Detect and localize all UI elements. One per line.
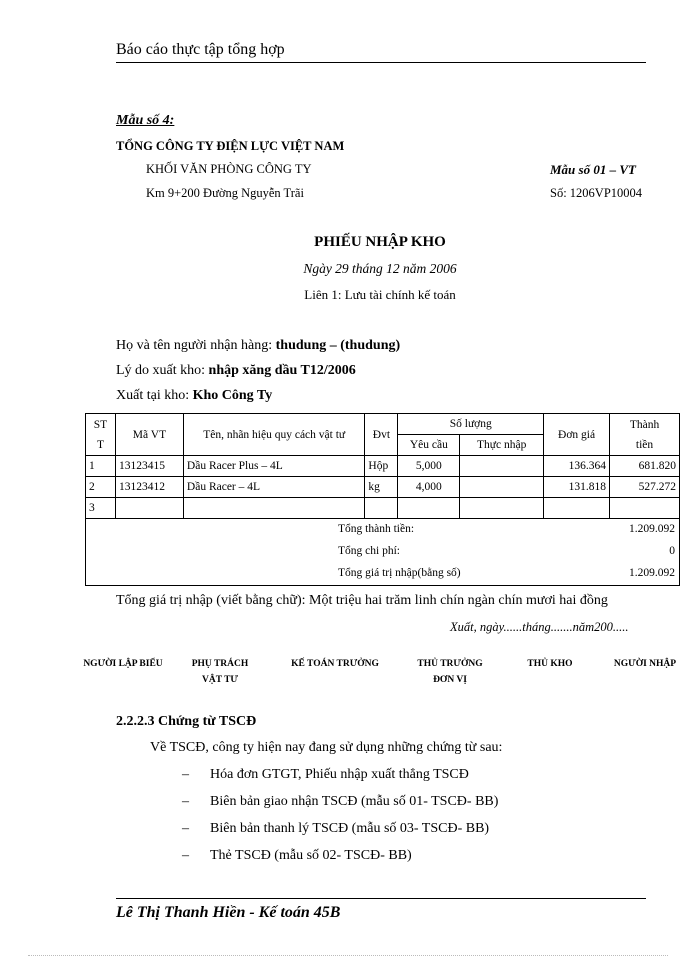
list-item: – Biên bản giao nhận TSCĐ (mẫu số 01- TSCĐ- BB) (182, 794, 499, 809)
cell-qty-req: 4,000 (398, 477, 460, 498)
cell-qty-act (460, 498, 544, 519)
cost-label: Tổng chi phí: (338, 545, 400, 557)
cell-name: Dầu Racer – 4L (183, 477, 365, 498)
cell-amount (610, 498, 680, 519)
header-rule (116, 62, 646, 63)
cell-qty-req: 5,000 (398, 456, 460, 477)
warehouse-value: Kho Công Ty (192, 388, 273, 403)
slip-title: PHIẾU NHẬP KHO (314, 234, 446, 250)
office-name: KHỐI VĂN PHÒNG CÔNG TY (146, 162, 312, 176)
cost-value: 0 (669, 545, 675, 557)
signature-preparer: NGƯỜI LẬP BIỂU (83, 659, 163, 669)
receiver-label: Họ và tên người nhận hàng: (116, 338, 273, 353)
cell-price (544, 498, 610, 519)
table-row (86, 477, 680, 498)
cell-name (183, 498, 365, 519)
office-address: Km 9+200 Đường Nguyễn Trãi (146, 186, 304, 200)
th-unit: Đvt (365, 414, 398, 456)
form-number: Số: 1206VP10004 (550, 186, 643, 200)
cell-stt: 2 (86, 477, 116, 498)
form-code: Mẫu số 01 – VT (550, 162, 636, 177)
reason-label: Lý do xuất kho: (116, 363, 206, 378)
signature-storekeeper: THỦ KHO (527, 659, 573, 669)
totals-block (86, 519, 680, 586)
th-price: Đơn giá (544, 414, 610, 456)
amount-in-words: Tổng giá trị nhập (viết bằng chữ): Một triệu hai trăm linh chín ngàn chín mươi hai đồng (116, 593, 608, 608)
page-footer: Lê Thị Thanh Hiền - Kế toán 45B (116, 904, 341, 921)
reason-line (116, 363, 356, 379)
table-header-row (86, 414, 680, 435)
th-amount: Thành tiền (610, 414, 680, 456)
cell-unit (365, 498, 398, 519)
warehouse-line (116, 388, 272, 404)
th-code: Mã VT (115, 414, 183, 456)
place-date: Xuất, ngày......tháng.......năm200..... (450, 620, 629, 634)
list-item: – Hóa đơn GTGT, Phiếu nhập xuất thẳng TSCĐ (182, 767, 469, 782)
cell-stt: 3 (86, 498, 116, 519)
warehouse-label: Xuất tại kho: (116, 388, 190, 403)
page-header: Báo cáo thực tập tổng hợp (116, 41, 285, 58)
footer-rule (116, 898, 646, 899)
th-name: Tên, nhãn hiệu quy cách vật tư (183, 414, 365, 456)
page-bottom-dotted-line (28, 955, 668, 956)
cell-qty-act (460, 477, 544, 498)
cell-qty-req (398, 498, 460, 519)
receiver-value: thudung – (thudung) (275, 338, 401, 353)
cell-unit: Hộp (365, 456, 398, 477)
cell-unit: kg (365, 477, 398, 498)
signature-unit-head: THỦ TRƯỞNG ĐƠN VỊ (417, 659, 483, 685)
cell-stt: 1 (86, 456, 116, 477)
company-name: TỔNG CÔNG TY ĐIỆN LỰC VIỆT NAM (116, 139, 345, 153)
signature-supply-manager: PHỤ TRÁCH VẬT TƯ (191, 659, 249, 685)
signature-receiver: NGƯỜI NHẬP (613, 659, 677, 669)
section-heading: 2.2.2.3 Chứng từ TSCĐ (116, 714, 257, 729)
section-intro: Về TSCĐ, công ty hiện nay đang sử dụng những chứng từ sau: (150, 740, 503, 755)
cell-amount: 681.820 (610, 456, 680, 477)
cell-code: 13123412 (115, 477, 183, 498)
reason-value: nhập xăng dầu T12/2006 (208, 363, 356, 378)
slip-date: Ngày 29 tháng 12 năm 2006 (303, 261, 457, 276)
receiver-line (116, 338, 400, 354)
cell-qty-act (460, 456, 544, 477)
import-value: 1.209.092 (629, 567, 675, 579)
cell-price: 131.818 (544, 477, 610, 498)
cell-price: 136.364 (544, 456, 610, 477)
th-stt: ST T (86, 414, 116, 456)
th-qty-act: Thực nhập (460, 435, 544, 456)
total-label: Tổng thành tiền: (338, 523, 415, 535)
slip-table (85, 413, 680, 586)
cell-amount: 527.272 (610, 477, 680, 498)
totals-cell (86, 519, 680, 586)
list-item: – Biên bản thanh lý TSCĐ (mẫu số 03- TSCĐ- BB) (182, 821, 490, 836)
slip-copy: Liên 1: Lưu tài chính kế toán (304, 287, 456, 302)
table-row (86, 498, 680, 519)
th-qty: Số lượng (398, 414, 544, 435)
list-item: – Thẻ TSCĐ (mẫu số 02- TSCĐ- BB) (182, 848, 412, 863)
th-qty-req: Yêu cầu (398, 435, 460, 456)
total-value: 1.209.092 (629, 523, 675, 535)
cell-code (115, 498, 183, 519)
table-row (86, 456, 680, 477)
import-label: Tổng giá trị nhập(bằng số) (338, 567, 461, 579)
cell-name: Dầu Racer Plus – 4L (183, 456, 365, 477)
form-label: Mẫu số 4: (116, 113, 175, 128)
cell-code: 13123415 (115, 456, 183, 477)
signature-chief-accountant: KẾ TOÁN TRƯỞNG (291, 659, 379, 669)
